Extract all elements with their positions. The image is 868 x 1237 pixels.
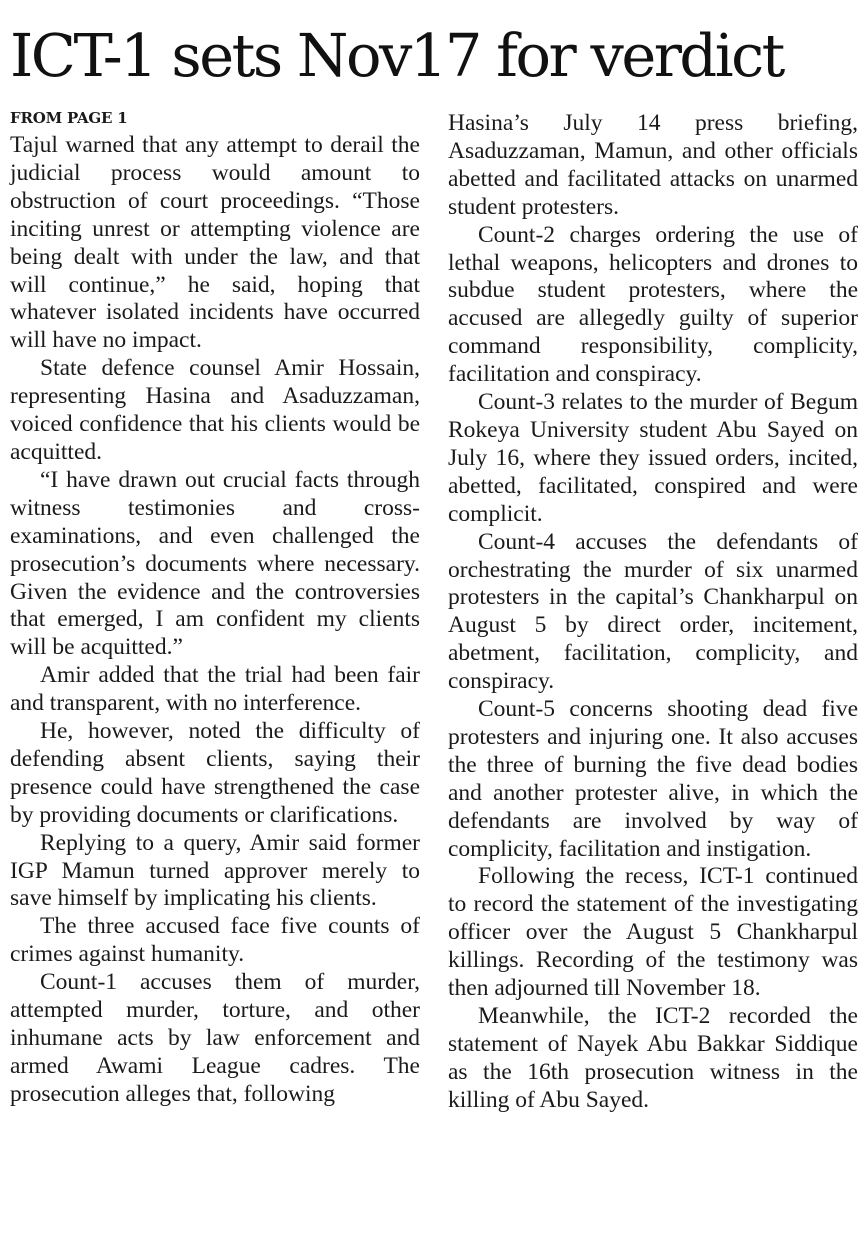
article-paragraph: State defence counsel Amir Hossain, representing Hasina and Asaduzzaman, voiced confidence that his clients would be acquitted. (10, 355, 420, 465)
article-paragraph: “I have drawn out crucial facts through witness testimonies and cross-examinations, and even challenged the prosecution’s documents where necessary. Given the evidence and the controversies that emerged, I am confident my clients will be acquitted.” (10, 466, 420, 661)
article-paragraph: He, however, noted the difficulty of defending absent clients, saying their presence could have strengthened the case by providing documents or clarifications. (10, 718, 420, 828)
article-column-right (448, 110, 858, 1115)
article-paragraph: The three accused face five counts of crimes against humanity. (10, 913, 420, 968)
article-paragraph: Meanwhile, the ICT-2 recorded the statement of Nayek Abu Bakkar Siddique as the 16th prosecution witness in the killing of Abu Sayed. (448, 1003, 858, 1113)
article-paragraph: Replying to a query, Amir said former IGP Mamun turned approver merely to save himself by implicating his clients. (10, 829, 420, 912)
article-paragraph: Count-1 accuses them of murder, attempted murder, torture, and other inhumane acts by law enforcement and armed Awami League cadres. The prosecution alleges that, following (10, 969, 420, 1107)
headline: ICT-1 sets Nov17 for verdict (10, 21, 783, 90)
jump-line: FROM PAGE 1 (10, 109, 128, 127)
article-paragraph: Count-2 charges ordering the use of lethal weapons, helicopters and drones to subdue student protesters, where the accused are allegedly guilty of superior command responsibility, complicity, facilitation and conspiracy. (448, 221, 858, 388)
article-paragraph: Following the recess, ICT-1 continued to record the statement of the investigating officer over the August 5 Chankharpul killings. Recording of the testimony was then adjourned till November 18. (448, 863, 858, 1002)
article-paragraph: Hasina’s July 14 press briefing, Asaduzzaman, Mamun, and other officials abetted and facilitated attacks on unarmed student protesters. (448, 110, 858, 220)
article-paragraph: Count-3 relates to the murder of Begum Rokeya University student Abu Sayed on July 16, where they issued orders, incited, abetted, facilitated, conspired and were complicit. (448, 389, 858, 527)
article-paragraph: Count-5 concerns shooting dead five protesters and injuring one. It also accuses the three of burning the five dead bodies and another protester alive, in which the defendants are involved by way of complicity, facilitation and instigation. (448, 696, 858, 862)
article-paragraph: Count-4 accuses the defendants of orchestrating the murder of six unarmed protesters in the capital’s Chankharpul on August 5 by direct order, incitement, abetment, facilitation, complicity, and conspiracy. (448, 528, 858, 695)
article-paragraph: Amir added that the trial had been fair and transparent, with no interference. (10, 662, 420, 717)
article-column-left (10, 108, 420, 1109)
article-paragraph: Tajul warned that any attempt to derail the judicial process would amount to obstruction of court proceedings. “Those inciting unrest or attempting violence are being dealt with under the law, and that will continue,” he said, hoping that whatever isolated incidents have occurred will have no impact. (10, 132, 420, 354)
